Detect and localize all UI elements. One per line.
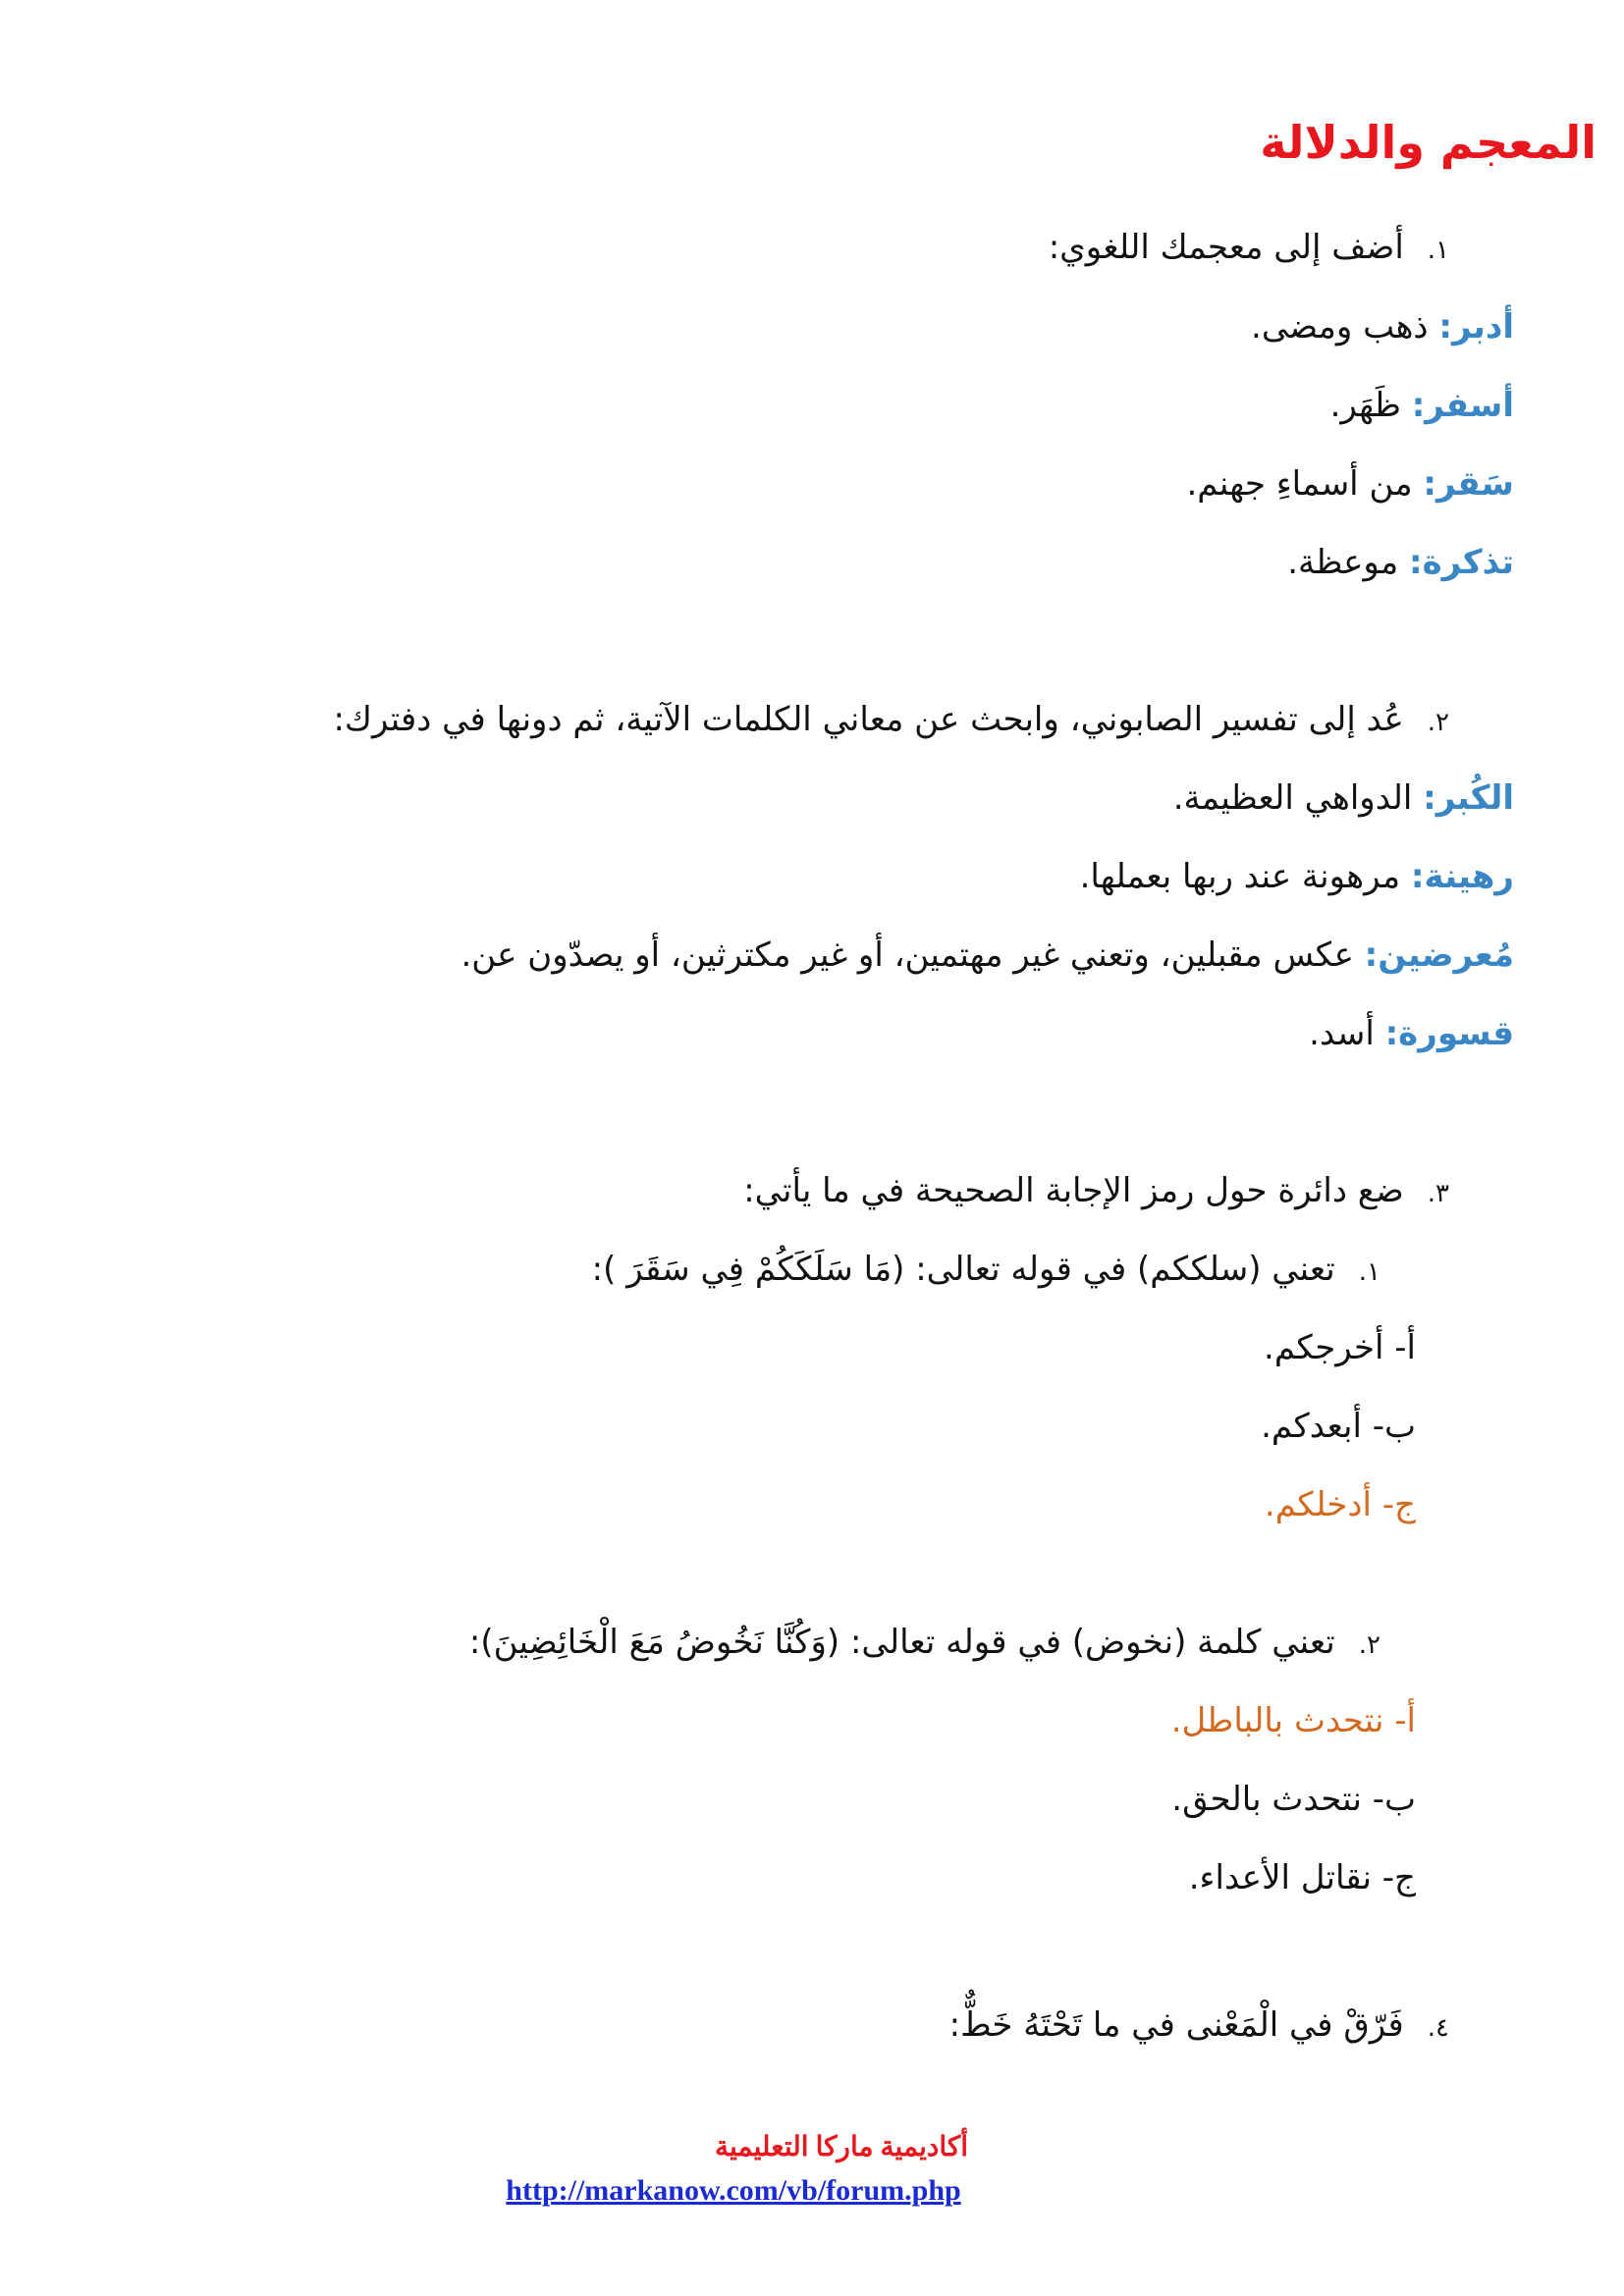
q1-entry [1187,462,1515,506]
q2-entry-term: قسورة: [1384,1014,1514,1053]
q3-sub1-option: أ- أخرجكم. [1264,1328,1416,1367]
q3-sub1-prompt-text: تعني (سلككم) في قوله تعالى: (مَا سَلَكَكُمْ فِي سَقَرَ ): [591,1250,1335,1289]
q2-entry [1173,776,1514,820]
q2-entry-def: عكس مقبلين، وتعني غير مهتمين، أو غير مكترثين، أو يصدّون عن. [460,935,1365,975]
q1-entry-def: ظَهَر. [1329,386,1412,425]
footer-forum-link[interactable]: http://markanow.com/vb/forum.php [506,2174,961,2207]
q2-number: ٢. [1427,708,1449,737]
q3-prompt [743,1169,1449,1215]
q2-entry-term: رهينة: [1410,857,1514,896]
q1-prompt-text: أضف إلى معجمك اللغوي: [1048,228,1404,267]
q3-sub1-prompt [592,1248,1380,1294]
q2-entry-term: الكُبر: [1423,778,1514,818]
q2-entry-term: مُعرضين: [1364,935,1514,975]
q1-entry [1251,305,1514,348]
q2-entry-def: أسد. [1309,1014,1385,1053]
q3-sub1-option: ب- أبعدكم. [1261,1407,1416,1446]
q1-entry-def: موعظة. [1287,543,1409,582]
q4-prompt-text: فَرّقْ في الْمَعْنى في ما تَحْتَهُ خَطٌّ: [948,2005,1404,2045]
q2-entry [1080,855,1514,898]
q2-entry-def: مرهونة عند ربها بعملها. [1079,857,1411,896]
q3-number: ٣. [1427,1179,1449,1208]
q1-number: ١. [1427,236,1449,265]
q3-sub1-option-correct: ج- أدخلكم. [1264,1485,1416,1524]
q3-sub1-number: ١. [1358,1257,1380,1287]
q3-sub2-prompt [469,1621,1380,1667]
q1-entry-def: من أسماءِ جهنم. [1186,464,1424,504]
q4-number: ٤. [1427,2013,1449,2043]
q4-prompt [949,2003,1449,2050]
page-title: المعجم والدلالة [1260,116,1597,169]
q1-entry [1330,384,1514,427]
q1-prompt [1049,226,1449,272]
q3-sub2-prompt-text: تعني كلمة (نخوض) في قوله تعالى: (وَكُنَّا نَخُوضُ مَعَ الْخَائِضِينَ): [468,1623,1335,1662]
q3-sub2-option: ج- نقاتل الأعداء. [1188,1858,1416,1897]
q2-entry [460,934,1514,977]
footer-academy-name: أكاديمية ماركا التعليمية [714,2132,969,2163]
q3-sub2-option: ب- نتحدث بالحق. [1171,1780,1416,1819]
q1-entry [1287,541,1514,584]
q3-prompt-text: ضع دائرة حول رمز الإجابة الصحيحة في ما يأتي: [743,1171,1404,1210]
q1-entry-term: سَقر: [1423,464,1514,504]
q1-entry-term: تذكرة: [1409,543,1514,582]
q2-entry-def: الدواهي العظيمة. [1172,778,1424,818]
q1-entry-term: أدبر: [1438,307,1514,347]
q2-entry [1309,1012,1514,1055]
q3-sub2-option-correct: أ- نتحدث بالباطل. [1170,1701,1416,1740]
q1-entry-def: ذهب ومضى. [1251,307,1439,347]
q3-sub2-number: ٢. [1358,1630,1380,1660]
q2-prompt-text: عُد إلى تفسير الصابوني، وابحث عن معاني الكلمات الآتية، ثم دونها في دفترك: [333,700,1404,739]
q2-prompt [333,698,1449,744]
q1-entry-term: أسفر: [1411,386,1514,425]
